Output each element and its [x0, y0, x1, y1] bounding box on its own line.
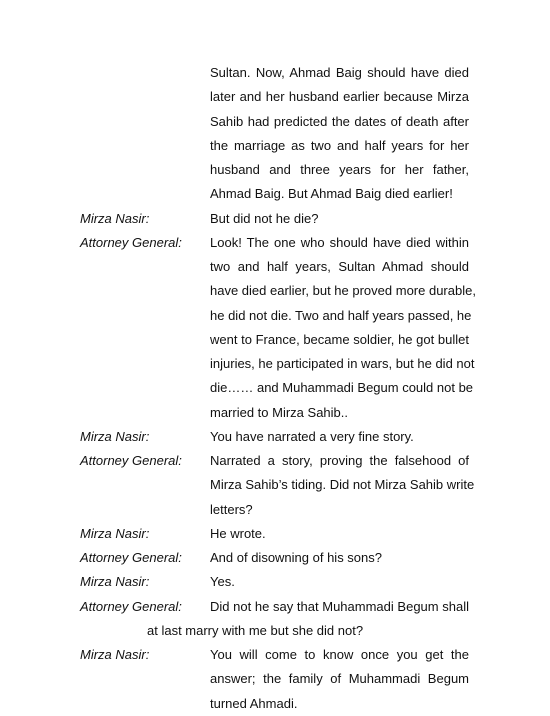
text-line: he did not die. Two and half years passed, he [210, 307, 472, 323]
text-line: letters? [210, 501, 253, 517]
speaker-label: Attorney General: [80, 550, 182, 565]
text-line: turned Ahmadi. [210, 695, 298, 711]
text-line: You will come to know once you get the [210, 647, 469, 662]
text-line: He wrote. [210, 525, 266, 541]
speaker-label: Mirza Nasir: [80, 574, 150, 590]
text-line: have died earlier, but he proved more durable, [210, 283, 476, 299]
text-line: later and her husband earlier because Mirza [210, 89, 469, 105]
text-line: answer; the family of Muhammadi Begum [210, 671, 469, 687]
text-line: Look! The one who should have died within [210, 234, 469, 250]
text-line: But did not he die? [210, 210, 319, 226]
text-line: injuries, he participated in wars, but he did not [210, 356, 475, 371]
text-line: the marriage as two and half years for her [210, 137, 469, 153]
text-line: husband and three years for her father, [210, 162, 469, 177]
text-line: Ahmad Baig. But Ahmad Baig died earlier! [210, 186, 453, 202]
speaker-label: Mirza Nasir: [80, 525, 150, 541]
text-line: Did not he say that Muhammadi Begum shall [210, 598, 469, 614]
text-line: Yes. [210, 574, 235, 590]
text-line: married to Mirza Sahib.. [210, 404, 348, 420]
speaker-label: Mirza Nasir: [80, 210, 150, 226]
speaker-label: Attorney General: [80, 598, 182, 614]
text-line: Sultan. Now, Ahmad Baig should have died [210, 65, 469, 80]
speaker-label: Attorney General: [80, 453, 182, 468]
text-line: went to France, became soldier, he got bullet [210, 331, 469, 347]
speaker-label: Attorney General: [80, 234, 182, 250]
text-line: at last marry with me but she did not? [147, 622, 364, 638]
text-line: Mirza Sahib’s tiding. Did not Mirza Sahib write [210, 477, 475, 493]
text-line: two and half years, Sultan Ahmad should [210, 259, 469, 274]
text-line: And of disowning of his sons? [210, 550, 382, 565]
speaker-label: Mirza Nasir: [80, 428, 150, 444]
speaker-label: Mirza Nasir: [80, 647, 150, 662]
text-line: die…… and Muhammadi Begum could not be [210, 380, 474, 396]
text-line: Sahib had predicted the dates of death after [210, 113, 469, 129]
text-line: You have narrated a very fine story. [210, 428, 414, 444]
text-line: Narrated a story, proving the falsehood of [210, 453, 469, 468]
